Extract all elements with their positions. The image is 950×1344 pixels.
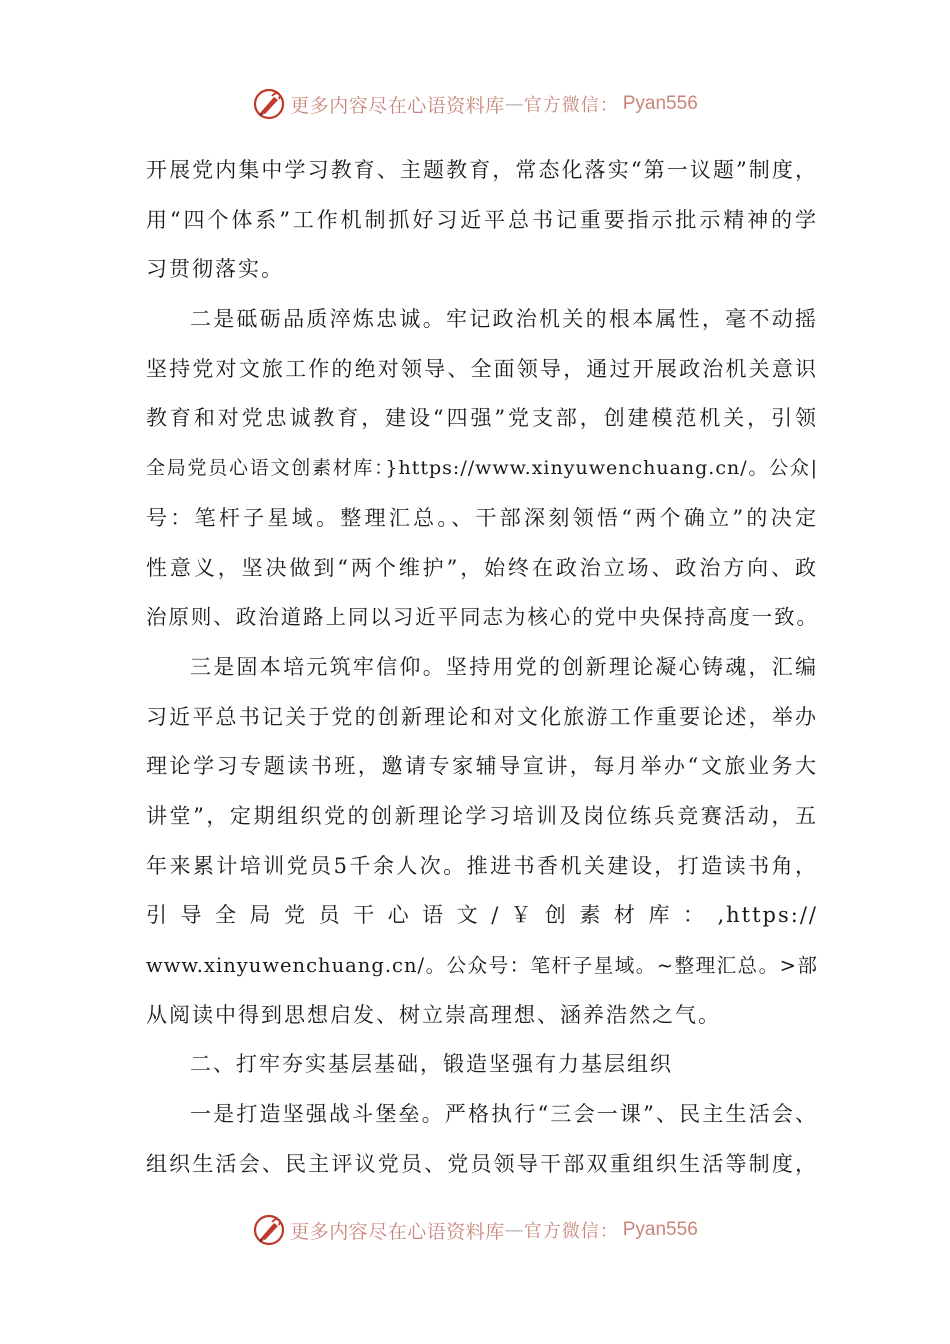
text-line: 开展党内集中学习教育、主题教育，常态化落实“第一议题”制度， (146, 158, 818, 182)
text-line: 从阅读中得到思想启发、树立崇高理想、涵养浩然之气。 (146, 1002, 721, 1027)
banner-text: 更多内容尽在心语资料库 (290, 1220, 505, 1243)
text-line: 二是砥砺品质淬炼忠诚。牢记政治机关的根本属性，毫不动摇 (190, 307, 818, 332)
text-line: 二、打牢夯实基层基础，锻造坚强有力基层组织 (190, 1052, 673, 1077)
footer-watermark-banner (0, 1210, 950, 1250)
text-line: 全局党员心语文创素材库：}https://www.xinyuwenchuang.cn/。公众| (146, 457, 818, 480)
banner-separator: — (504, 93, 524, 115)
pen-logo-icon (252, 87, 286, 121)
text-line: 用“四个体系”工作机制抓好习近平总书记重要指示批示精神的学 (146, 207, 818, 232)
header-watermark-banner (0, 84, 950, 124)
banner-wechat-label: 官方微信： (523, 95, 619, 116)
banner-text: 更多内容尽在心语资料库 (290, 94, 505, 117)
text-line: 号：笔杆子星域。整理汇总。、干部深刻领悟“两个确立”的决定 (146, 505, 818, 530)
text-line: 教育和对党忠诚教育，建设“四强”党支部，创建模范机关，引领 (146, 406, 818, 431)
text-line: 三是固本培元筑牢信仰。坚持用党的创新理论凝心铸魂，汇编 (190, 654, 818, 679)
text-line: 年来累计培训党员5千余人次。推进书香机关建设，打造读书角， (146, 853, 818, 878)
text-line: 性意义，坚决做到“两个维护”，始终在政治立场、政治方向、政 (146, 555, 818, 580)
banner-separator: — (504, 1219, 524, 1241)
text-line: www.xinyuwenchuang.cn/。公众号：笔杆子星域。~整理汇总。>部 (146, 954, 818, 977)
text-line: 一是打造坚强战斗堡垒。严格执行“三会一课”、民主生活会、 (190, 1102, 818, 1127)
banner-wechat-label: 官方微信： (523, 1221, 619, 1242)
banner-wechat-id: Pyan556 (622, 93, 698, 114)
text-line: 习近平总书记关于党的创新理论和对文化旅游工作重要论述，举办 (146, 704, 818, 729)
text-line: 组织生活会、民主评议党员、党员领导干部双重组织生活等制度， (146, 1151, 818, 1176)
document-body (146, 146, 818, 1189)
text-line: 习贯彻落实。 (146, 257, 284, 282)
pen-logo-icon (252, 1213, 286, 1247)
text-line: 理论学习专题读书班，邀请专家辅导宣讲，每月举办“文旅业务大 (146, 754, 818, 779)
text-line: 引 导 全 局 党 员 干 心 语 文 / ￥ 创 素 材 库 ： ,https:// (146, 903, 818, 928)
banner-wechat-id: Pyan556 (622, 1219, 698, 1240)
text-line: 讲堂”，定期组织党的创新理论学习培训及岗位练兵竞赛活动，五 (146, 803, 818, 828)
text-line: 治原则、政治道路上同以习近平同志为核心的党中央保持高度一致。 (146, 605, 818, 630)
text-line: 坚持党对文旅工作的绝对领导、全面领导，通过开展政治机关意识 (146, 356, 818, 381)
